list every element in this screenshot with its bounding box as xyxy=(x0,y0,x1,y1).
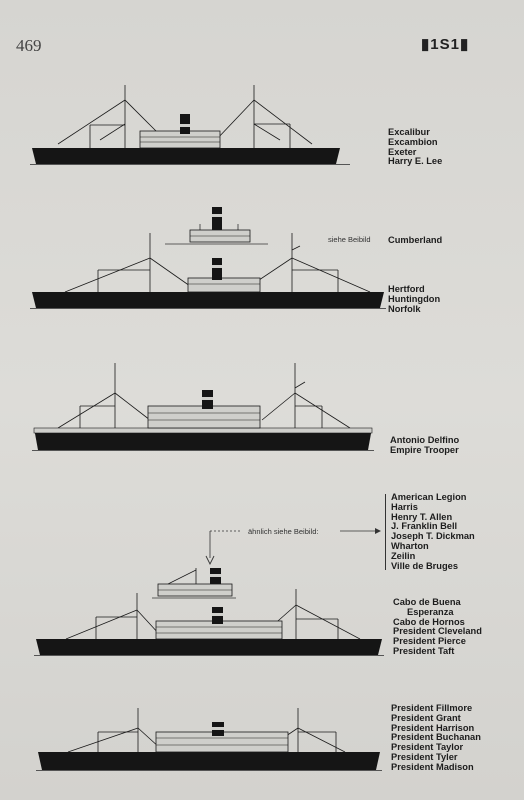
ship-name: Hertford xyxy=(388,284,425,294)
ship-names-group-4a xyxy=(391,493,475,571)
see-detail-note: siehe Beibild xyxy=(328,235,371,244)
ship-name: President Grant xyxy=(391,712,461,723)
ship-name: Antonio Delfino xyxy=(390,435,460,445)
ship-name: Norfolk xyxy=(388,303,421,314)
ship-name: American Legion xyxy=(391,492,467,502)
page-number: 469 xyxy=(16,36,42,55)
ship-name: Exeter xyxy=(388,146,417,157)
ship-names-group-1 xyxy=(388,128,442,167)
ship-name: President Taft xyxy=(393,645,455,656)
ship-names-group-3 xyxy=(390,436,459,456)
ship-name: Zeilin xyxy=(391,550,416,561)
page-code: ▮1S1▮ xyxy=(421,36,470,53)
ship-name: President Taylor xyxy=(391,742,464,753)
ship-name: Esperanza xyxy=(407,606,454,617)
ship-name: President Buchanan xyxy=(391,732,481,743)
ship-name: Excalibur xyxy=(388,127,430,137)
ship-name: Empire Trooper xyxy=(390,444,459,455)
ship-name: President Cleveland xyxy=(393,626,482,637)
ship-names-group-5 xyxy=(391,704,481,773)
ship-silhouette-2 xyxy=(0,228,524,316)
ship-silhouette-1 xyxy=(0,80,524,175)
ship-name: Henry T. Allen xyxy=(391,511,453,522)
ship-name: President Fillmore xyxy=(391,703,473,713)
ship-names-group-4b xyxy=(393,598,482,657)
ship-name: Cabo de Buena xyxy=(393,597,461,607)
ship-name: Cumberland xyxy=(388,235,443,245)
ship-name: Cabo de Hornos xyxy=(393,616,465,627)
ship-name: President Madison xyxy=(391,761,474,772)
ship-name: President Pierce xyxy=(393,636,466,647)
names-bracket xyxy=(385,494,389,570)
ship-name: Ville de Bruges xyxy=(391,560,458,571)
ship-name: J. Franklin Bell xyxy=(391,521,458,532)
ship-name: Wharton xyxy=(391,540,429,551)
ship-name: Harris xyxy=(391,501,418,512)
ship-name: Excambion xyxy=(388,136,438,147)
ship-name: President Harrison xyxy=(391,722,475,733)
similar-detail-note: ähnlich siehe Beibild: xyxy=(248,527,319,536)
ship-name: Harry E. Lee xyxy=(388,156,443,167)
ship-names-group-2b xyxy=(388,285,440,314)
ship-name: Joseph T. Dickman xyxy=(391,531,475,542)
ship-name: President Tyler xyxy=(391,751,458,762)
ship-name: Huntingdon xyxy=(388,293,441,304)
